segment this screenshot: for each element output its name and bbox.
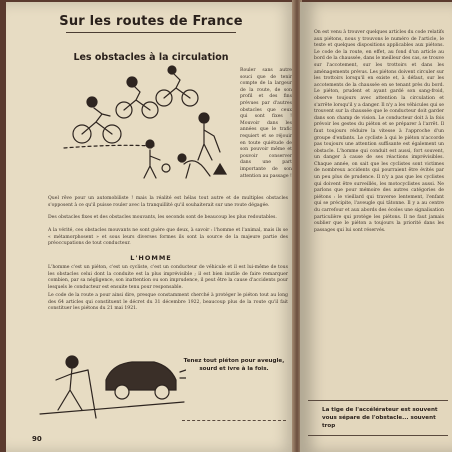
paragraph-5: Le code de la route a pour ainsi dire, presque constamment cherché à protéger le piéton tout au long des 64 articles qui constituent le décret du 31 décembre 1922, beaucoup plus de la route qu'il fait constituer les piétons du 21 mai 1921. <box>48 293 288 312</box>
page-number: 90 <box>32 435 42 443</box>
paragraph-3: A la vérité, ces obstacles mouvants ne sont guère que deux, à savoir : l'homme et l'animal, mais ils se « métamorphosent » et sous leurs diverses formes ils sont la source de la majeure partie des préoccupations de tout conducteur. <box>48 228 288 247</box>
page-title: Sur les routes de France <box>59 14 243 29</box>
paragraph-4: L'homme c'est un piéton, c'est un cycliste, c'est un conducteur de véhicule et il est lui-même de tous les obstacles celui dont la conduite est la plus imprévisible ; il est bien inutile de faire remarquer combien, par sa négligence, son inattention ou son imprudence, il peut être la cause d'accidents pour lesquels le conducteur est ensuite tenu pour responsable. <box>48 265 288 290</box>
right-page-text: On est venu à trouver quelques articles du code relatifs aux piétons, nous y trouvons le numéro de l'article, le texte et quelques dispositions applicables aux piétons. Le code de la route, en effet, au fond d'un article au bord de la chaussée, dans le meilleur des cas, se trouve sur l'accotement, sur les trottoirs et dans les aménagements prévus. Les piétons doivent circuler sur les trottoirs lorsqu'il en existe et, à défaut, sur les accotements de la chaussée en se tenant près du bord. Le piéton, prudent et ayant gardé son sang-froid, observe toujours avec attention la circulation et s'arrête lorsqu'il y a danger. Il n'y a les véhicules qui se trouvent sur la chaussée que le conducteur doit garder dans son champ de vision. Le conducteur doit à la fois prévoir les gestes du piéton et se préparer à l'arrêt. Il faut toujours réduire la vitesse à l'approche d'un groupe d'enfants. Le cycliste à qui le piéton n'accorde pas toujours une attention suffisante est également un obstacle. L'homme qui conduit est aussi, fort souvent, un danger à cause de ses réactions imprévisibles. Chaque année, on sait que les cyclistes sont victimes de nombreux accidents qui pourraient être évités par un peu plus de prudence. Il n'y a pas que les cyclistes qui doivent être surveillés, les motocyclistes aussi. Ne parlons que pour mémoire des autres catégories de piétons : le vieillard qui traverse lentement, l'enfant qui se précipite, l'aveugle qui tâtonne. Il y a au centre du carrefour et aux abords des écoles une signalisation particulière qui protège les piétons. Il ne faut jamais oublier que le piéton a toujours la priorité dans les passages qui lui sont réservés. <box>314 30 444 233</box>
article-subtitle: Les obstacles à la circulation <box>73 52 229 63</box>
paragraph-1: Quel rêve pour un automobiliste ! mais la réalité est hélas tout autre et de multiples obstacles s'opposent à ce qu'il puisse rouler avec la tranquillité qu'il souhaiterait sur une route dégagée. <box>48 196 288 208</box>
title-underline <box>66 32 236 33</box>
paragraph-2: Des obstacles fixes et des obstacles mouvants, les seconds sont de beaucoup les plus redoutables. <box>48 215 277 220</box>
section-heading: L'HOMME <box>130 254 172 262</box>
cyclists-illustration <box>54 64 232 184</box>
left-page <box>6 2 296 452</box>
callout-text: La tige de l'accélérateur est souvent vous sépare de l'obstacle... souvent trop <box>322 407 438 429</box>
right-page <box>300 2 452 452</box>
intro-column-text: Rouler sans autre souci que de tenir compte de la largeur de la route, de son profil et des fins prévues par d'autres obstacles que ceux qui sont fixes ! Mouvoir dans les années que le trafic requiert et se réjouir en toute quiétude de son pouvoir même et pouvoir conserver dans une part importante de son attention au passage ! <box>240 68 292 179</box>
pedestrian-car-cartoon <box>36 340 186 426</box>
caption-rule <box>182 420 286 421</box>
cartoon-caption: Tenez tout piéton pour aveugle, sourd et ivre à la fois. <box>183 358 285 372</box>
